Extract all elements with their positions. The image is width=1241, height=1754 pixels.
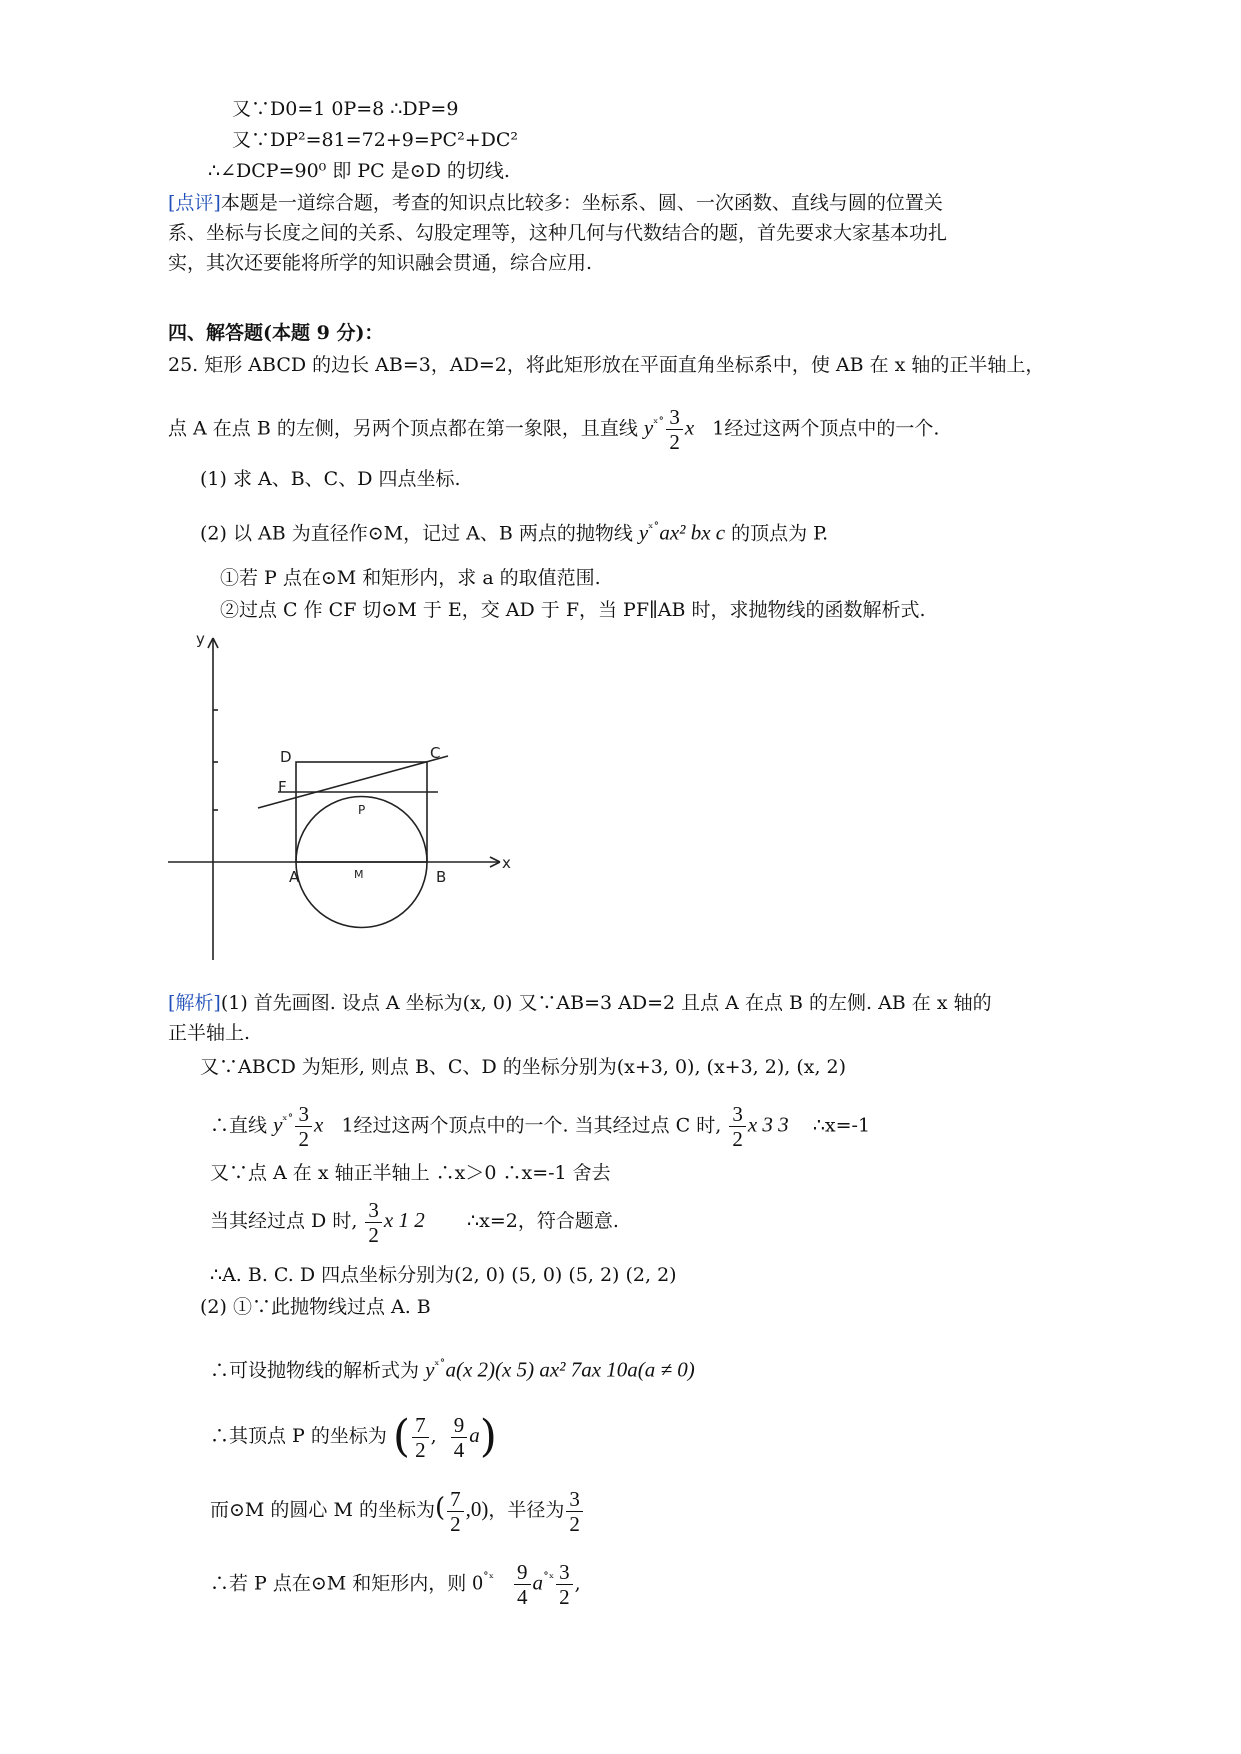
question-text-4a: (2) 以 AB 为直径作⊙M，记过 A、B 两点的抛物线 bbox=[200, 522, 633, 545]
solution-line-6: 当其经过点 D 时, $\frac{3}{2}$ x 1 2 ∴x=2，符合题意. bbox=[210, 1197, 619, 1247]
label-f: F bbox=[278, 778, 287, 796]
solution-line-5: 又∵点 A 在 x 轴正半轴上 ∴x＞0 ∴x=-1 舍去 bbox=[210, 1162, 611, 1184]
question-text-2a: 点 A 在点 B 的左侧，另两个顶点都在第一象限，且直线 bbox=[168, 417, 638, 440]
solution-line-9: ∴可设抛物线的解析式为 $y^{ˣ˚}a(x$ 2)(x 5) ax² 7ax 10a(a ≠ 0) bbox=[210, 1357, 695, 1382]
fraction-3-2: $\frac{3}{2}$ bbox=[666, 405, 683, 454]
line-pythagoras: 又∵DP²=81=72+9=PC²+DC² bbox=[232, 129, 519, 151]
comment-line-3: 实，其次还要能将所学的知识融会贯通，综合应用. bbox=[168, 252, 593, 274]
solution-line-7: ∴A. B. C. D 四点坐标分别为(2, 0) (5, 0) (5, 2) (2, 2) bbox=[210, 1264, 677, 1286]
label-a: A bbox=[289, 868, 300, 886]
solution-line-8: (2) ①∵此抛物线过点 A. B bbox=[200, 1296, 431, 1318]
section-heading: 四、解答题(本题 9 分)： bbox=[168, 322, 384, 344]
parabola-factored: a(x 2)(x 5) ax² 7ax 10a(a ≠ 0) bbox=[445, 1357, 695, 1382]
question-line-2: 点 A 在点 B 的左侧，另两个顶点都在第一象限，且直线 $y^{ˣ˚}$ $\frac{3}{2}$ x 1经过这两个顶点中的一个. bbox=[168, 404, 940, 454]
label-x: x bbox=[502, 854, 511, 872]
label-c: C bbox=[430, 744, 441, 762]
solution-line-11: 而⊙M 的圆心 M 的坐标为( $\frac{7}{2}$ ,0)，半径为 $\frac{3}{2}$ bbox=[210, 1478, 585, 1540]
question-text-2b: 1经过这两个顶点中的一个. bbox=[712, 417, 940, 440]
comment-tag: [点评] bbox=[168, 192, 221, 214]
comment-line-1 bbox=[168, 190, 943, 216]
parabola-expr: ax² bx c bbox=[659, 520, 726, 545]
solution-line-1 bbox=[168, 990, 992, 1016]
question-sub-1: ①若 P 点在⊙M 和矩形内，求 a 的取值范围. bbox=[220, 567, 601, 589]
label-d: D bbox=[280, 748, 292, 766]
label-y: y bbox=[196, 630, 205, 648]
solution-tag: [解析] bbox=[168, 992, 221, 1014]
question-text-4b: 的顶点为 P. bbox=[731, 522, 829, 545]
geometry-figure bbox=[168, 630, 511, 970]
question-part-1: (1) 求 A、B、C、D 四点坐标. bbox=[200, 468, 461, 490]
line-tangent-conclusion: ∴∠DCP=90⁰ 即 PC 是⊙D 的切线. bbox=[208, 160, 510, 182]
question-part-2: (2) 以 AB 为直径作⊙M，记过 A、B 两点的抛物线 $y^{ˣ˚}ax^2$ bx c 的顶点为 P. bbox=[200, 520, 829, 545]
var-x: x bbox=[684, 415, 695, 440]
line-dp-calc: 又∵D0=1 0P=8 ∴DP=9 bbox=[232, 98, 459, 120]
solution-line-4: ∴直线 $y^{ˣ˚}$ $\frac{3}{2}$ x 1经过这两个顶点中的一个. 当其经过点 C 时, $\frac{3}{2}$ x 3 3 ∴x=-1 bbox=[210, 1101, 871, 1151]
label-b: B bbox=[436, 868, 447, 886]
question-line-1: 25. 矩形 ABCD 的边长 AB=3，AD=2，将此矩形放在平面直角坐标系中，使 AB 在 x 轴的正半轴上， bbox=[168, 354, 1045, 376]
solution-line-12: ∴若 P 点在⊙M 和矩形内，则 $0^{˚ˣ}$ $\frac{9}{4}$ $a^{˚ˣ}$ $\frac{3}{2}$ , bbox=[210, 1559, 581, 1609]
solution-line-3: 又∵ABCD 为矩形, 则点 B、C、D 的坐标分别为(x+3, 0), (x+3, 2), (x, 2) bbox=[200, 1056, 847, 1078]
question-sub-2: ②过点 C 作 CF 切⊙M 于 E，交 AD 于 F，当 PF∥AB 时，求抛物线的函数解析式. bbox=[220, 599, 926, 621]
solution-line-10: ∴其顶点 P 的坐标为 ( $\frac{7}{2}$ , $\frac{9}{4}$ a) bbox=[210, 1411, 497, 1462]
var-y: y bbox=[643, 415, 654, 440]
solution-text-1: (1) 首先画图. 设点 A 坐标为(x, 0) 又∵AB=3 AD=2 且点 A 在点 B 的左侧. AB 在 x 轴的 bbox=[220, 992, 992, 1014]
fraction-3-2-s4: $\frac{3}{2}$ bbox=[295, 1102, 312, 1151]
comment-line-2: 系、坐标与长度之间的关系、勾股定理等，这种几何与代数结合的题，首先要求大家基本功扎 bbox=[168, 222, 948, 244]
label-p: P bbox=[358, 803, 366, 817]
comment-text-1: 本题是一道综合题，考查的知识点比较多：坐标系、圆、一次函数、直线与圆的位置关 bbox=[220, 192, 943, 214]
label-m: M bbox=[354, 868, 364, 881]
solution-line-2: 正半轴上. bbox=[168, 1022, 251, 1044]
